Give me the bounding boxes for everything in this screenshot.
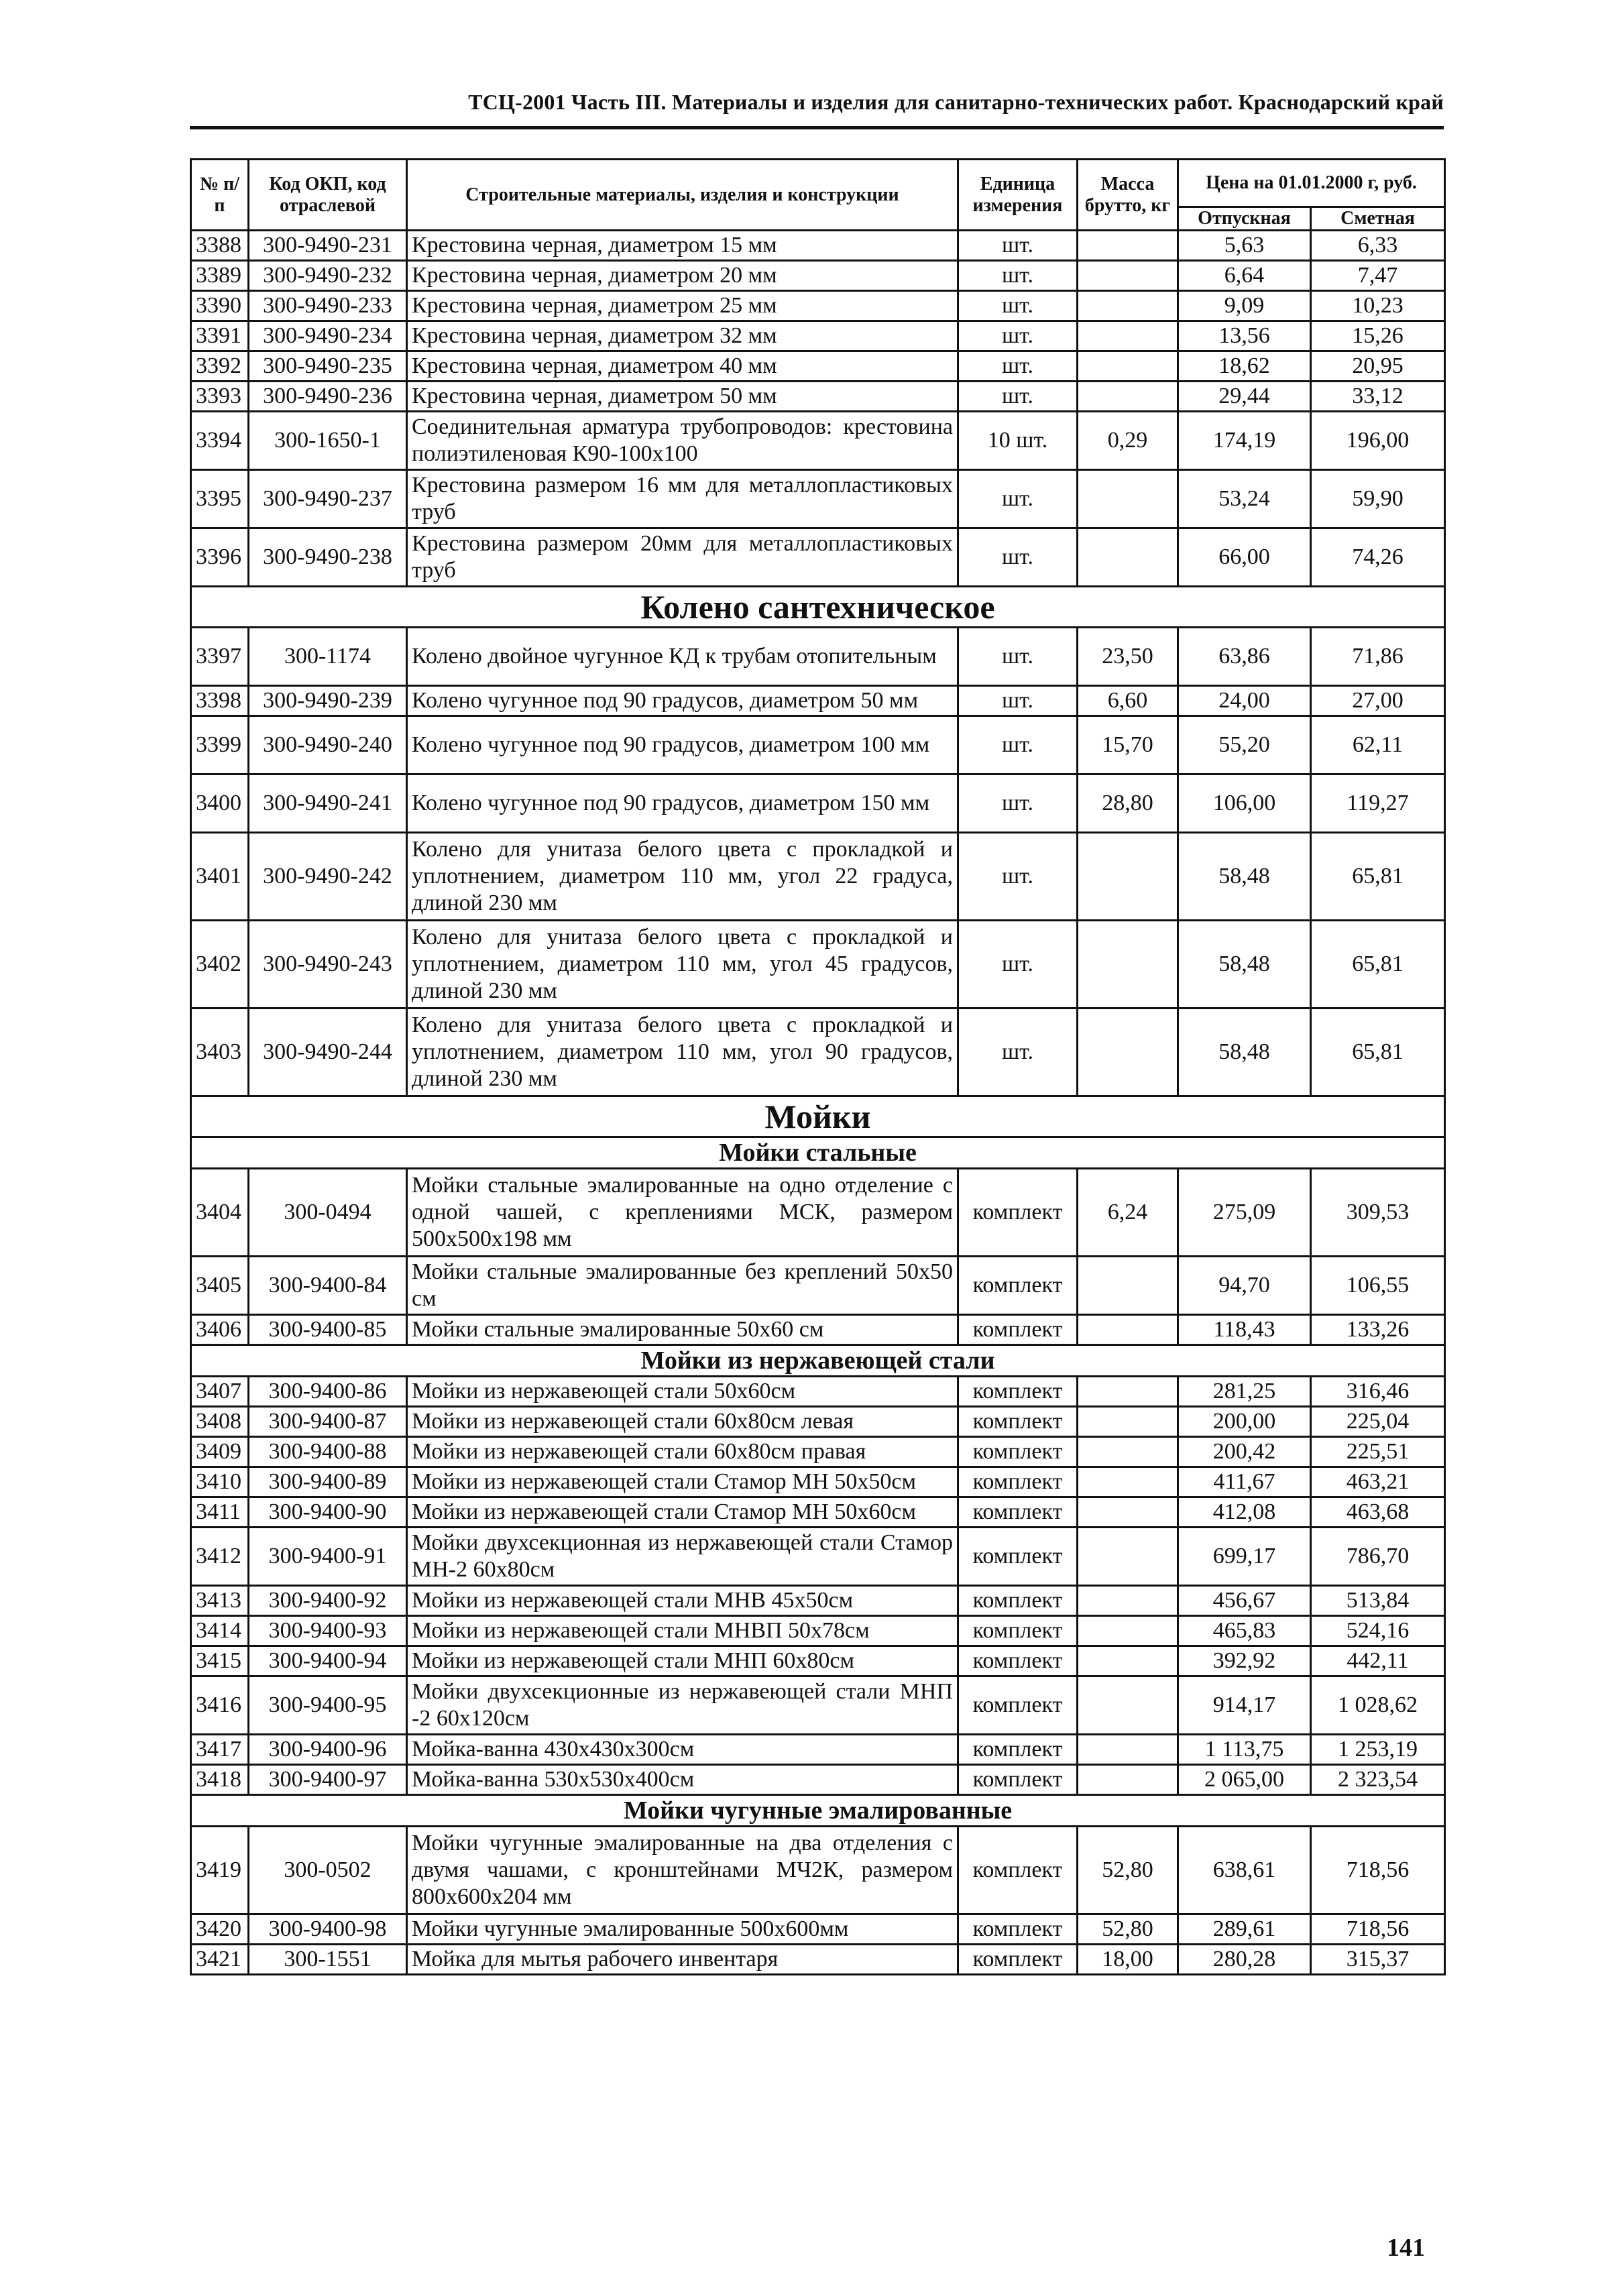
row-code: 300-9490-242	[249, 833, 407, 921]
row-name: Колено для унитаза белого цвета с прокладкой и уплотнением, диаметром 110 мм, угол 22 градуса, длиной 230 мм	[407, 833, 958, 921]
row-code: 300-9400-98	[249, 1914, 407, 1945]
row-estimate-price: 133,26	[1311, 1315, 1445, 1345]
row-unit: комплект	[958, 1377, 1078, 1407]
row-number: 3389	[191, 261, 249, 291]
row-estimate-price: 442,11	[1311, 1646, 1445, 1676]
row-code: 300-9400-90	[249, 1497, 407, 1528]
row-code: 300-9490-238	[249, 528, 407, 587]
table-row	[191, 1616, 1445, 1646]
row-number: 3393	[191, 382, 249, 412]
col-header-release: Отпускная	[1178, 207, 1311, 231]
row-name: Мойки из нержавеющей стали МНП 60х80см	[407, 1646, 958, 1676]
row-release-price: 638,61	[1178, 1827, 1311, 1914]
row-estimate-price: 20,95	[1311, 351, 1445, 382]
row-estimate-price: 463,68	[1311, 1497, 1445, 1528]
section-title: Мойки	[191, 1096, 1445, 1137]
row-unit: комплект	[958, 1914, 1078, 1945]
row-name: Мойки из нержавеющей стали МНВ 45х50см	[407, 1586, 958, 1616]
row-mass	[1078, 1586, 1178, 1616]
table-row	[191, 1586, 1445, 1616]
row-mass: 6,24	[1078, 1169, 1178, 1257]
row-estimate-price: 315,37	[1311, 1945, 1445, 1975]
row-number: 3405	[191, 1257, 249, 1315]
price-table	[190, 158, 1446, 1975]
table-row	[191, 382, 1445, 412]
row-release-price: 914,17	[1178, 1676, 1311, 1735]
row-unit: комплект	[958, 1497, 1078, 1528]
row-mass	[1078, 1616, 1178, 1646]
row-number: 3406	[191, 1315, 249, 1345]
row-code: 300-0494	[249, 1169, 407, 1257]
row-number: 3398	[191, 686, 249, 716]
row-unit: комплект	[958, 1407, 1078, 1437]
row-code: 300-9400-87	[249, 1407, 407, 1437]
row-estimate-price: 513,84	[1311, 1586, 1445, 1616]
row-mass: 52,80	[1078, 1827, 1178, 1914]
page-number: 141	[1387, 2234, 1425, 2262]
row-code: 300-9490-236	[249, 382, 407, 412]
row-unit: шт.	[958, 774, 1078, 833]
row-number: 3414	[191, 1616, 249, 1646]
row-unit: шт.	[958, 1009, 1078, 1096]
table-row	[191, 716, 1445, 774]
row-name: Мойка для мытья рабочего инвентаря	[407, 1945, 958, 1975]
row-code: 300-9490-244	[249, 1009, 407, 1096]
row-name: Соединительная арматура трубопроводов: крестовина полиэтиленовая К90-100х100	[407, 412, 958, 470]
section-header-row	[191, 1096, 1445, 1137]
row-code: 300-9490-239	[249, 686, 407, 716]
table-row	[191, 1528, 1445, 1586]
row-name: Колено чугунное под 90 градусов, диаметром 50 мм	[407, 686, 958, 716]
row-release-price: 58,48	[1178, 833, 1311, 921]
row-code: 300-9400-95	[249, 1676, 407, 1735]
row-code: 300-9490-234	[249, 321, 407, 351]
col-header-estimate: Сметная	[1311, 207, 1445, 231]
row-unit: комплект	[958, 1257, 1078, 1315]
row-number: 3404	[191, 1169, 249, 1257]
row-unit: комплект	[958, 1315, 1078, 1345]
row-unit: шт.	[958, 382, 1078, 412]
row-number: 3395	[191, 470, 249, 528]
row-mass	[1078, 321, 1178, 351]
subsection-title: Мойки из нержавеющей стали	[191, 1345, 1445, 1377]
row-estimate-price: 119,27	[1311, 774, 1445, 833]
table-row	[191, 412, 1445, 470]
row-name: Мойка-ванна 530х530х400см	[407, 1765, 958, 1795]
row-mass: 28,80	[1078, 774, 1178, 833]
row-number: 3390	[191, 291, 249, 321]
row-release-price: 53,24	[1178, 470, 1311, 528]
page-header: ТСЦ-2001 Часть III. Материалы и изделия для санитарно-технических работ. Краснодарский край	[468, 90, 1444, 114]
row-estimate-price: 2 323,54	[1311, 1765, 1445, 1795]
table-row	[191, 833, 1445, 921]
row-estimate-price: 463,21	[1311, 1467, 1445, 1497]
row-estimate-price: 225,51	[1311, 1437, 1445, 1467]
table-row	[191, 1009, 1445, 1096]
row-release-price: 55,20	[1178, 716, 1311, 774]
row-release-price: 5,63	[1178, 231, 1311, 261]
table-row	[191, 686, 1445, 716]
table-body	[191, 231, 1445, 1975]
row-name: Мойки чугунные эмалированные на два отделения с двумя чашами, с кронштейнами МЧ2К, размером 800х600х204 мм	[407, 1827, 958, 1914]
col-header-name: Строительные материалы, изделия и конструкции	[407, 160, 958, 231]
row-release-price: 456,67	[1178, 1586, 1311, 1616]
row-unit: шт.	[958, 261, 1078, 291]
row-estimate-price: 718,56	[1311, 1914, 1445, 1945]
row-mass	[1078, 1407, 1178, 1437]
row-code: 300-1650-1	[249, 412, 407, 470]
table-row	[191, 1945, 1445, 1975]
row-name: Крестовина размером 20мм для металлопластиковых труб	[407, 528, 958, 587]
row-estimate-price: 71,86	[1311, 628, 1445, 686]
row-unit: шт.	[958, 833, 1078, 921]
row-unit: комплект	[958, 1586, 1078, 1616]
row-mass	[1078, 833, 1178, 921]
row-mass	[1078, 1735, 1178, 1765]
row-name: Мойки из нержавеющей стали МНВП 50х78см	[407, 1616, 958, 1646]
table-row	[191, 1497, 1445, 1528]
row-number: 3412	[191, 1528, 249, 1586]
row-mass	[1078, 1676, 1178, 1735]
table-row	[191, 261, 1445, 291]
row-code: 300-9400-86	[249, 1377, 407, 1407]
row-code: 300-1551	[249, 1945, 407, 1975]
row-estimate-price: 524,16	[1311, 1616, 1445, 1646]
row-code: 300-9400-96	[249, 1735, 407, 1765]
table-row	[191, 1437, 1445, 1467]
row-number: 3418	[191, 1765, 249, 1795]
row-number: 3421	[191, 1945, 249, 1975]
table-row	[191, 921, 1445, 1009]
row-number: 3400	[191, 774, 249, 833]
row-unit: шт.	[958, 321, 1078, 351]
row-unit: комплект	[958, 1765, 1078, 1795]
row-unit: шт.	[958, 231, 1078, 261]
row-estimate-price: 309,53	[1311, 1169, 1445, 1257]
row-estimate-price: 786,70	[1311, 1528, 1445, 1586]
table-row	[191, 321, 1445, 351]
row-estimate-price: 33,12	[1311, 382, 1445, 412]
row-code: 300-9490-240	[249, 716, 407, 774]
row-code: 300-9400-84	[249, 1257, 407, 1315]
row-release-price: 6,64	[1178, 261, 1311, 291]
row-number: 3416	[191, 1676, 249, 1735]
row-release-price: 174,19	[1178, 412, 1311, 470]
table-row	[191, 351, 1445, 382]
row-name: Колено чугунное под 90 градусов, диаметром 150 мм	[407, 774, 958, 833]
section-title: Колено сантехническое	[191, 587, 1445, 628]
row-code: 300-9490-235	[249, 351, 407, 382]
row-number: 3397	[191, 628, 249, 686]
row-code: 300-9400-91	[249, 1528, 407, 1586]
row-code: 300-9400-85	[249, 1315, 407, 1345]
row-code: 300-9490-241	[249, 774, 407, 833]
row-mass	[1078, 231, 1178, 261]
row-unit: комплект	[958, 1945, 1078, 1975]
row-estimate-price: 27,00	[1311, 686, 1445, 716]
row-unit: шт.	[958, 291, 1078, 321]
row-name: Колено двойное чугунное КД к трубам отопительным	[407, 628, 958, 686]
row-estimate-price: 106,55	[1311, 1257, 1445, 1315]
row-code: 300-0502	[249, 1827, 407, 1914]
table-row	[191, 528, 1445, 587]
subsection-title: Мойки чугунные эмалированные	[191, 1795, 1445, 1827]
row-release-price: 200,42	[1178, 1437, 1311, 1467]
row-number: 3388	[191, 231, 249, 261]
row-estimate-price: 59,90	[1311, 470, 1445, 528]
row-name: Крестовина черная, диаметром 32 мм	[407, 321, 958, 351]
row-release-price: 94,70	[1178, 1257, 1311, 1315]
row-name: Мойки стальные эмалированные без креплений 50х50 см	[407, 1257, 958, 1315]
row-name: Мойки стальные эмалированные 50х60 см	[407, 1315, 958, 1345]
row-name: Мойки стальные эмалированные на одно отделение с одной чашей, с креплениями МСК, размером 500х500х198 мм	[407, 1169, 958, 1257]
col-header-mass: Масса брутто, кг	[1078, 160, 1178, 231]
row-unit: комплект	[958, 1169, 1078, 1257]
row-release-price: 392,92	[1178, 1646, 1311, 1676]
row-number: 3420	[191, 1914, 249, 1945]
row-estimate-price: 718,56	[1311, 1827, 1445, 1914]
table-row	[191, 1827, 1445, 1914]
table-row	[191, 291, 1445, 321]
row-code: 300-9490-237	[249, 470, 407, 528]
row-number: 3396	[191, 528, 249, 587]
table-row	[191, 231, 1445, 261]
row-mass	[1078, 1528, 1178, 1586]
row-estimate-price: 65,81	[1311, 1009, 1445, 1096]
row-code: 300-9400-94	[249, 1646, 407, 1676]
row-unit: шт.	[958, 628, 1078, 686]
row-unit: комплект	[958, 1437, 1078, 1467]
row-number: 3413	[191, 1586, 249, 1616]
subsection-header-row	[191, 1795, 1445, 1827]
table-row	[191, 1407, 1445, 1437]
row-release-price: 280,28	[1178, 1945, 1311, 1975]
row-number: 3391	[191, 321, 249, 351]
row-unit: комплект	[958, 1616, 1078, 1646]
subsection-header-row	[191, 1345, 1445, 1377]
row-mass: 18,00	[1078, 1945, 1178, 1975]
row-unit: шт.	[958, 716, 1078, 774]
row-name: Мойки из нержавеющей стали Стамор МН 50х60см	[407, 1497, 958, 1528]
row-code: 300-9400-88	[249, 1437, 407, 1467]
row-release-price: 29,44	[1178, 382, 1311, 412]
row-mass	[1078, 470, 1178, 528]
row-unit: комплект	[958, 1528, 1078, 1586]
row-estimate-price: 1 253,19	[1311, 1735, 1445, 1765]
row-mass	[1078, 261, 1178, 291]
table-row	[191, 1735, 1445, 1765]
row-mass	[1078, 382, 1178, 412]
row-mass	[1078, 291, 1178, 321]
row-mass	[1078, 528, 1178, 587]
row-estimate-price: 7,47	[1311, 261, 1445, 291]
row-code: 300-9490-232	[249, 261, 407, 291]
row-number: 3401	[191, 833, 249, 921]
subsection-title: Мойки стальные	[191, 1137, 1445, 1169]
row-estimate-price: 196,00	[1311, 412, 1445, 470]
row-unit: комплект	[958, 1676, 1078, 1735]
row-name: Колено для унитаза белого цвета с прокладкой и уплотнением, диаметром 110 мм, угол 45 градусов, длиной 230 мм	[407, 921, 958, 1009]
row-number: 3394	[191, 412, 249, 470]
row-unit: комплект	[958, 1735, 1078, 1765]
row-name: Крестовина черная, диаметром 20 мм	[407, 261, 958, 291]
row-name: Мойка-ванна 430х430х300см	[407, 1735, 958, 1765]
row-release-price: 275,09	[1178, 1169, 1311, 1257]
row-mass	[1078, 1257, 1178, 1315]
row-estimate-price: 15,26	[1311, 321, 1445, 351]
row-mass: 52,80	[1078, 1914, 1178, 1945]
row-name: Мойки из нержавеющей стали 60х80см правая	[407, 1437, 958, 1467]
row-mass	[1078, 1377, 1178, 1407]
row-release-price: 118,43	[1178, 1315, 1311, 1345]
row-number: 3399	[191, 716, 249, 774]
row-number: 3392	[191, 351, 249, 382]
row-release-price: 465,83	[1178, 1616, 1311, 1646]
row-code: 300-9400-89	[249, 1467, 407, 1497]
row-name: Колено чугунное под 90 градусов, диаметром 100 мм	[407, 716, 958, 774]
row-number: 3408	[191, 1407, 249, 1437]
row-unit: 10 шт.	[958, 412, 1078, 470]
row-number: 3402	[191, 921, 249, 1009]
row-unit: шт.	[958, 351, 1078, 382]
row-mass	[1078, 1437, 1178, 1467]
row-release-price: 66,00	[1178, 528, 1311, 587]
table-row	[191, 1765, 1445, 1795]
row-number: 3409	[191, 1437, 249, 1467]
table-row	[191, 1646, 1445, 1676]
row-release-price: 58,48	[1178, 921, 1311, 1009]
row-mass	[1078, 1315, 1178, 1345]
row-name: Крестовина размером 16 мм для металлопластиковых труб	[407, 470, 958, 528]
row-mass: 23,50	[1078, 628, 1178, 686]
row-name: Мойки чугунные эмалированные 500х600мм	[407, 1914, 958, 1945]
row-mass	[1078, 1009, 1178, 1096]
row-mass	[1078, 1646, 1178, 1676]
row-release-price: 289,61	[1178, 1914, 1311, 1945]
row-release-price: 200,00	[1178, 1407, 1311, 1437]
row-estimate-price: 225,04	[1311, 1407, 1445, 1437]
row-number: 3415	[191, 1646, 249, 1676]
row-code: 300-9400-93	[249, 1616, 407, 1646]
col-header-code: Код ОКП, код отраслевой	[249, 160, 407, 231]
row-estimate-price: 6,33	[1311, 231, 1445, 261]
row-name: Колено для унитаза белого цвета с прокладкой и уплотнением, диаметром 110 мм, угол 90 градусов, длиной 230 мм	[407, 1009, 958, 1096]
row-mass: 0,29	[1078, 412, 1178, 470]
row-estimate-price: 65,81	[1311, 921, 1445, 1009]
table-row	[191, 1377, 1445, 1407]
row-estimate-price: 316,46	[1311, 1377, 1445, 1407]
row-unit: шт.	[958, 921, 1078, 1009]
row-mass	[1078, 1467, 1178, 1497]
subsection-header-row	[191, 1137, 1445, 1169]
table-row	[191, 1914, 1445, 1945]
row-mass	[1078, 351, 1178, 382]
row-number: 3419	[191, 1827, 249, 1914]
row-name: Мойки из нержавеющей стали Стамор МН 50х50см	[407, 1467, 958, 1497]
row-mass: 15,70	[1078, 716, 1178, 774]
row-release-price: 13,56	[1178, 321, 1311, 351]
row-estimate-price: 62,11	[1311, 716, 1445, 774]
row-number: 3403	[191, 1009, 249, 1096]
row-code: 300-9400-97	[249, 1765, 407, 1795]
row-release-price: 411,67	[1178, 1467, 1311, 1497]
row-release-price: 18,62	[1178, 351, 1311, 382]
row-code: 300-9400-92	[249, 1586, 407, 1616]
row-unit: шт.	[958, 470, 1078, 528]
table-row	[191, 628, 1445, 686]
table-row	[191, 1169, 1445, 1257]
row-mass	[1078, 1765, 1178, 1795]
row-name: Мойки из нержавеющей стали 50х60см	[407, 1377, 958, 1407]
row-name: Мойки из нержавеющей стали 60х80см левая	[407, 1407, 958, 1437]
row-code: 300-1174	[249, 628, 407, 686]
row-unit: шт.	[958, 528, 1078, 587]
row-release-price: 1 113,75	[1178, 1735, 1311, 1765]
row-release-price: 24,00	[1178, 686, 1311, 716]
row-mass	[1078, 1497, 1178, 1528]
row-unit: комплект	[958, 1467, 1078, 1497]
table-row	[191, 1676, 1445, 1735]
row-release-price: 9,09	[1178, 291, 1311, 321]
row-name: Мойки двухсекционная из нержавеющей стали Стамор МН-2 60х80см	[407, 1528, 958, 1586]
row-release-price: 2 065,00	[1178, 1765, 1311, 1795]
row-release-price: 58,48	[1178, 1009, 1311, 1096]
row-release-price: 412,08	[1178, 1497, 1311, 1528]
row-name: Крестовина черная, диаметром 15 мм	[407, 231, 958, 261]
row-code: 300-9490-243	[249, 921, 407, 1009]
row-release-price: 106,00	[1178, 774, 1311, 833]
row-unit: комплект	[958, 1646, 1078, 1676]
row-mass: 6,60	[1078, 686, 1178, 716]
col-header-unit: Единица измерения	[958, 160, 1078, 231]
row-mass	[1078, 921, 1178, 1009]
row-release-price: 699,17	[1178, 1528, 1311, 1586]
row-release-price: 281,25	[1178, 1377, 1311, 1407]
row-name: Крестовина черная, диаметром 25 мм	[407, 291, 958, 321]
row-code: 300-9490-233	[249, 291, 407, 321]
table-row	[191, 1467, 1445, 1497]
row-estimate-price: 1 028,62	[1311, 1676, 1445, 1735]
row-name: Крестовина черная, диаметром 50 мм	[407, 382, 958, 412]
row-unit: шт.	[958, 686, 1078, 716]
col-header-price: Цена на 01.01.2000 г, руб.	[1178, 160, 1445, 207]
row-name: Крестовина черная, диаметром 40 мм	[407, 351, 958, 382]
row-unit: комплект	[958, 1827, 1078, 1914]
section-header-row	[191, 587, 1445, 628]
row-estimate-price: 10,23	[1311, 291, 1445, 321]
header-rule	[190, 126, 1444, 129]
table-row	[191, 470, 1445, 528]
table-row	[191, 1257, 1445, 1315]
row-code: 300-9490-231	[249, 231, 407, 261]
col-header-num: № п/п	[191, 160, 249, 231]
row-name: Мойки двухсекционные из нержавеющей стали МНП -2 60х120см	[407, 1676, 958, 1735]
row-number: 3417	[191, 1735, 249, 1765]
row-estimate-price: 74,26	[1311, 528, 1445, 587]
row-estimate-price: 65,81	[1311, 833, 1445, 921]
row-number: 3410	[191, 1467, 249, 1497]
row-release-price: 63,86	[1178, 628, 1311, 686]
row-number: 3407	[191, 1377, 249, 1407]
table-row	[191, 1315, 1445, 1345]
row-number: 3411	[191, 1497, 249, 1528]
table-row	[191, 774, 1445, 833]
